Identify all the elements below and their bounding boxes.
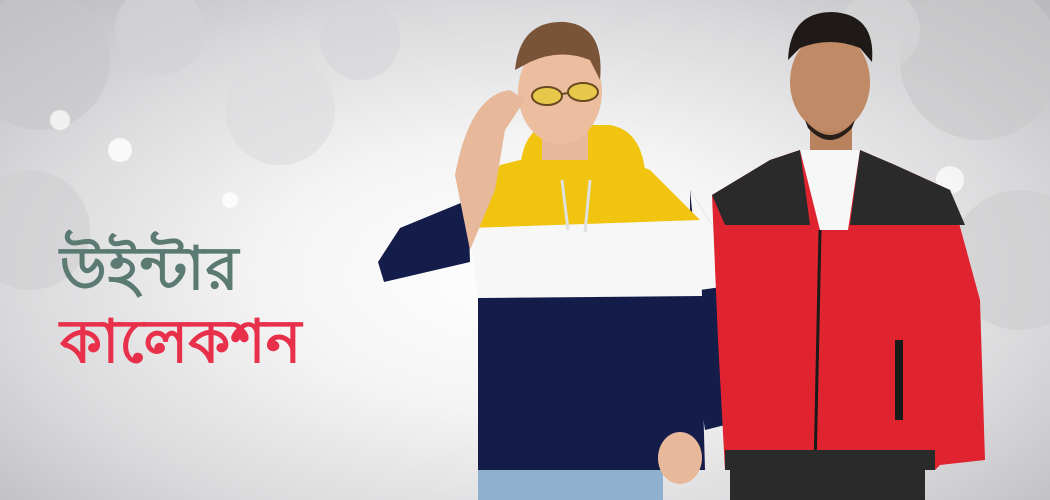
model-hoodie-icon (378, 22, 745, 500)
headline-line-2: কালেকশন (60, 307, 302, 377)
headline-line-1: উইন্টার (60, 234, 240, 304)
model-jacket-icon (712, 12, 985, 500)
